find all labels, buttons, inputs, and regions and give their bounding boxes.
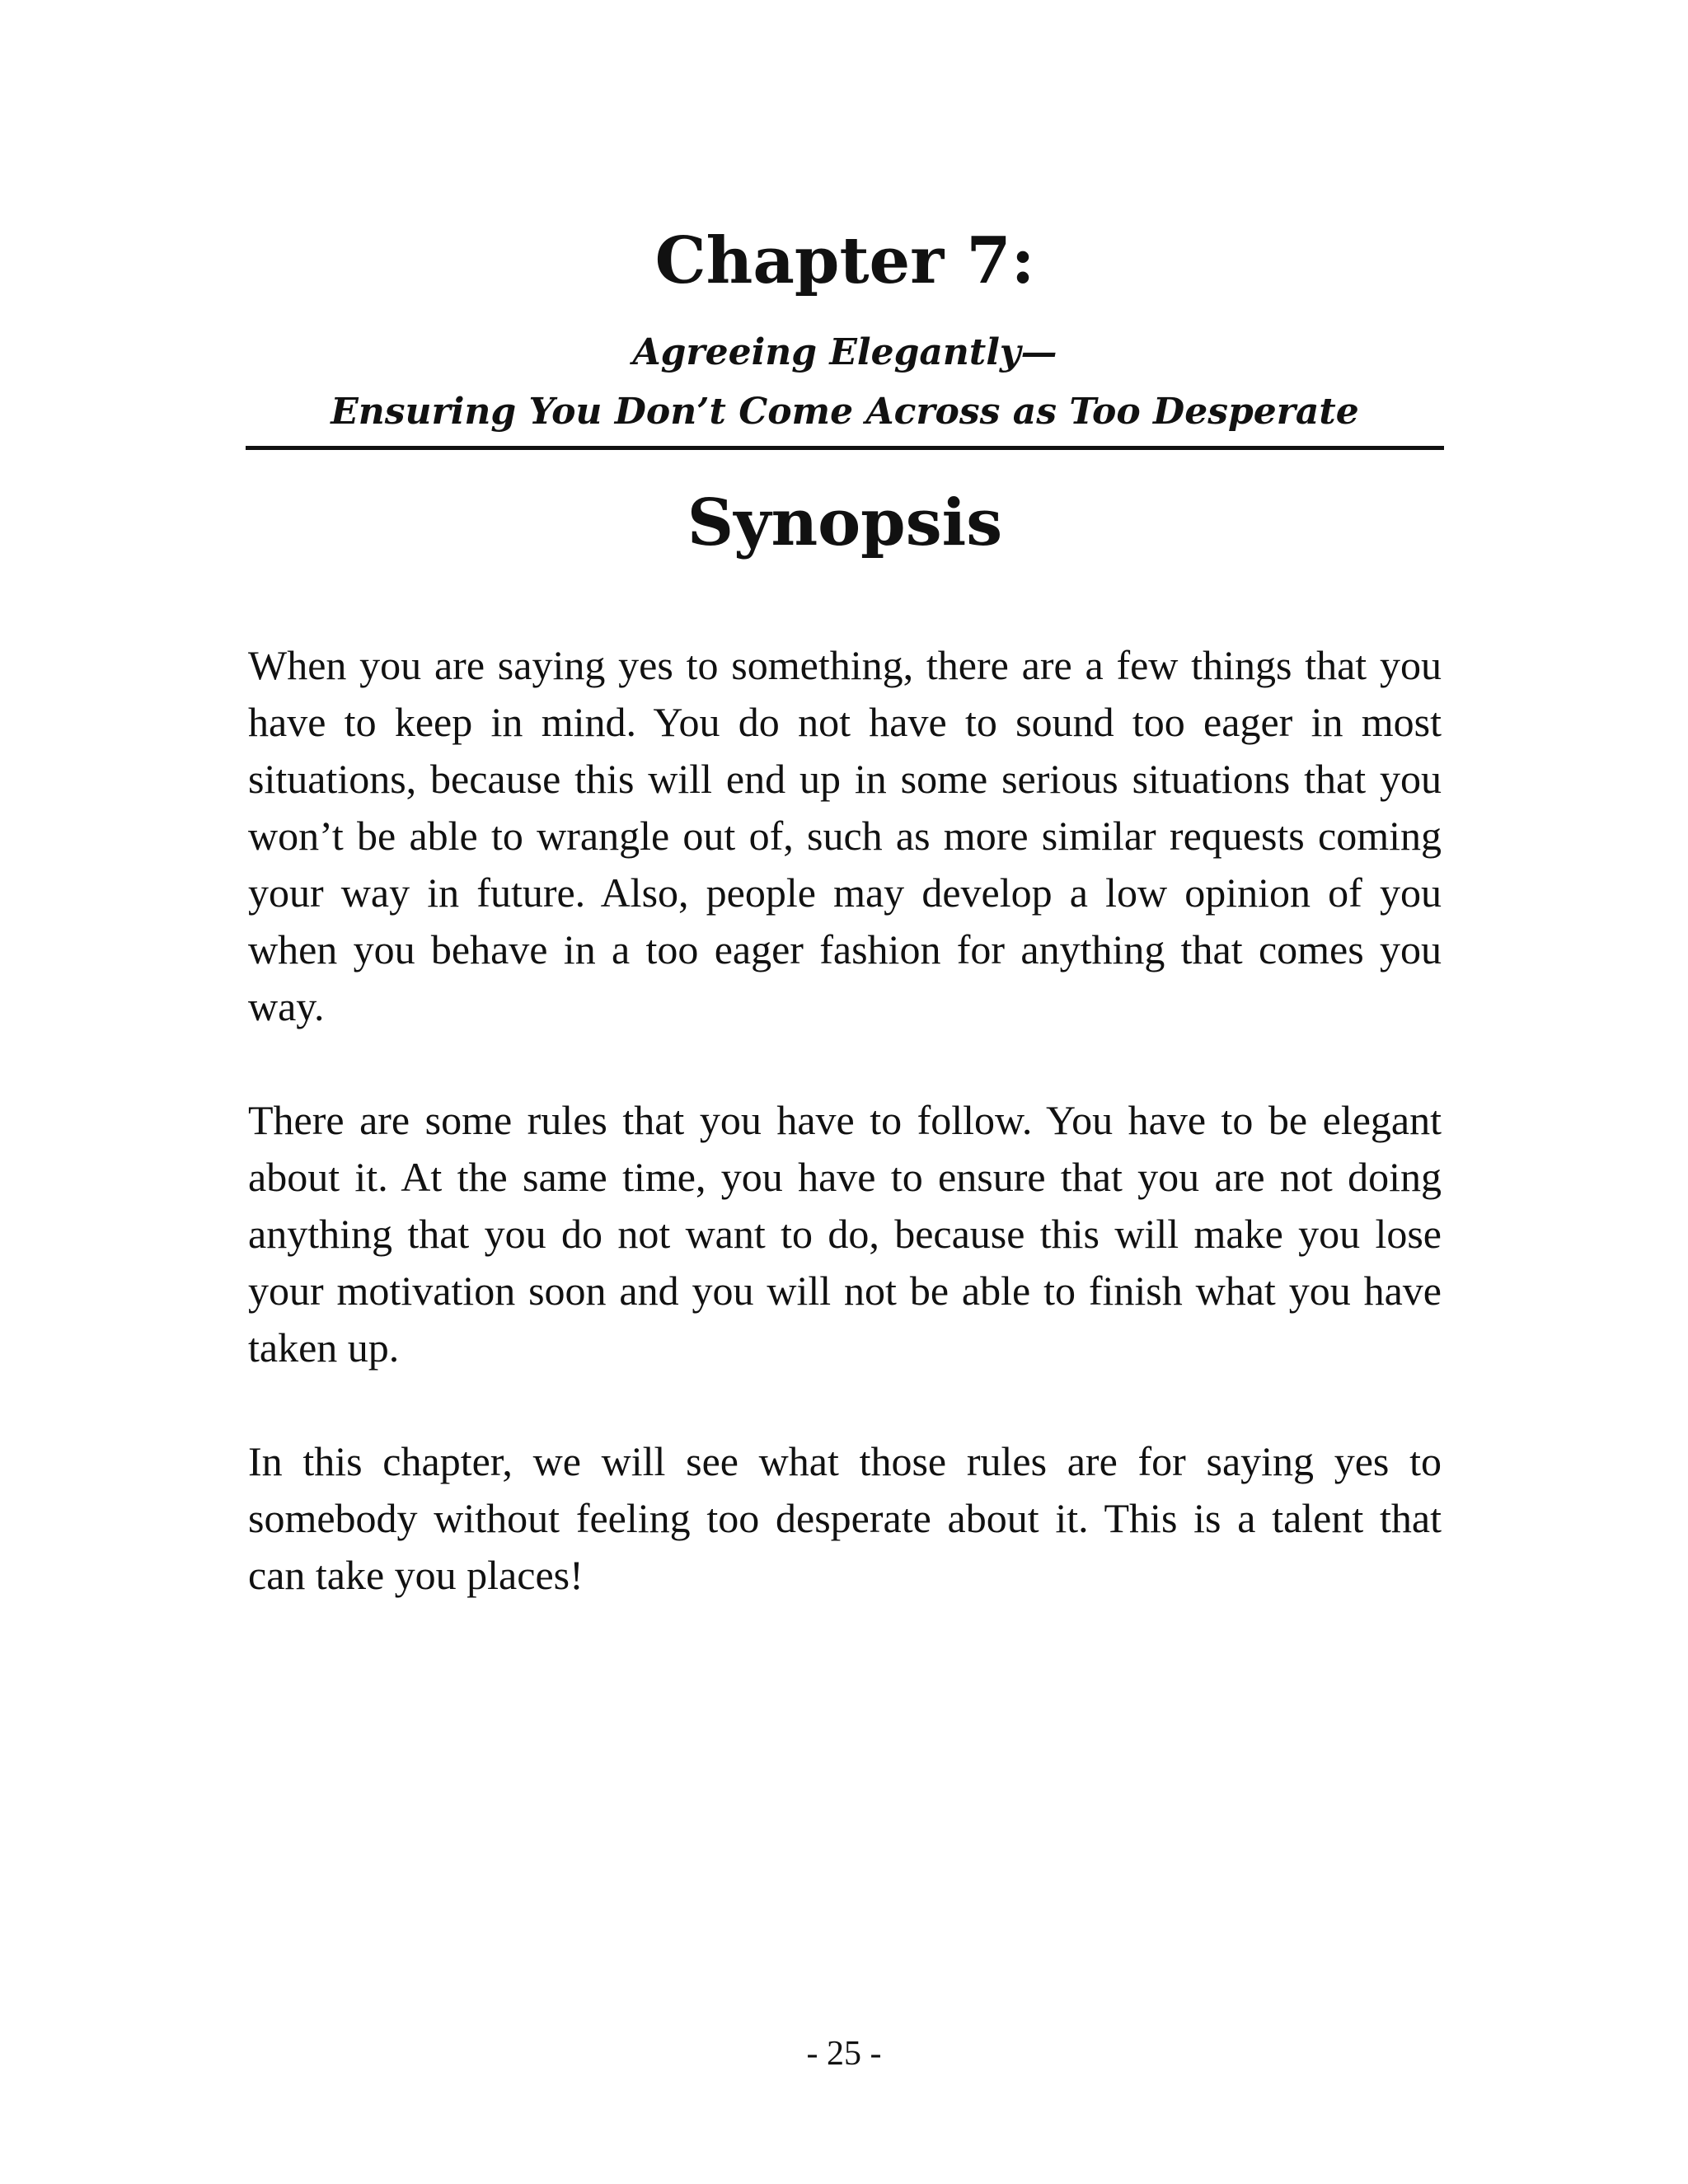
chapter-subtitle-line-1: Agreeing Elegantly— [632, 331, 1057, 373]
chapter-subtitle-line-2: Ensuring You Don’t Come Across as Too Desperate [331, 391, 1359, 433]
section-heading: Synopsis [687, 485, 1003, 560]
body-text [248, 637, 1442, 1661]
title-divider [246, 446, 1444, 450]
paragraph: When you are saying yes to something, there are a few things that you have to keep in mind. You do not have to sound too eager in most situations, because this will end up in some serious situations that you won’t be able to wrangle out of, such as more similar requests coming your way in future. Also, people may develop a low opinion of you when you behave in a too eager fashion for anything that comes you way. [248, 642, 1442, 1029]
chapter-subtitle [246, 323, 1444, 442]
page-number: - 25 - [806, 2035, 882, 2073]
chapter-title: Chapter 7: [654, 223, 1035, 298]
paragraph: In this chapter, we will see what those rules are for saying yes to somebody without feeling too desperate about it. This is a talent that can take you places! [248, 1438, 1442, 1598]
paragraph: There are some rules that you have to follow. You have to be elegant about it. At the same time, you have to ensure that you are not doing anything that you do not want to do, because this will make you lose your motivation soon and you will not be able to finish what you have taken up. [248, 1097, 1442, 1371]
